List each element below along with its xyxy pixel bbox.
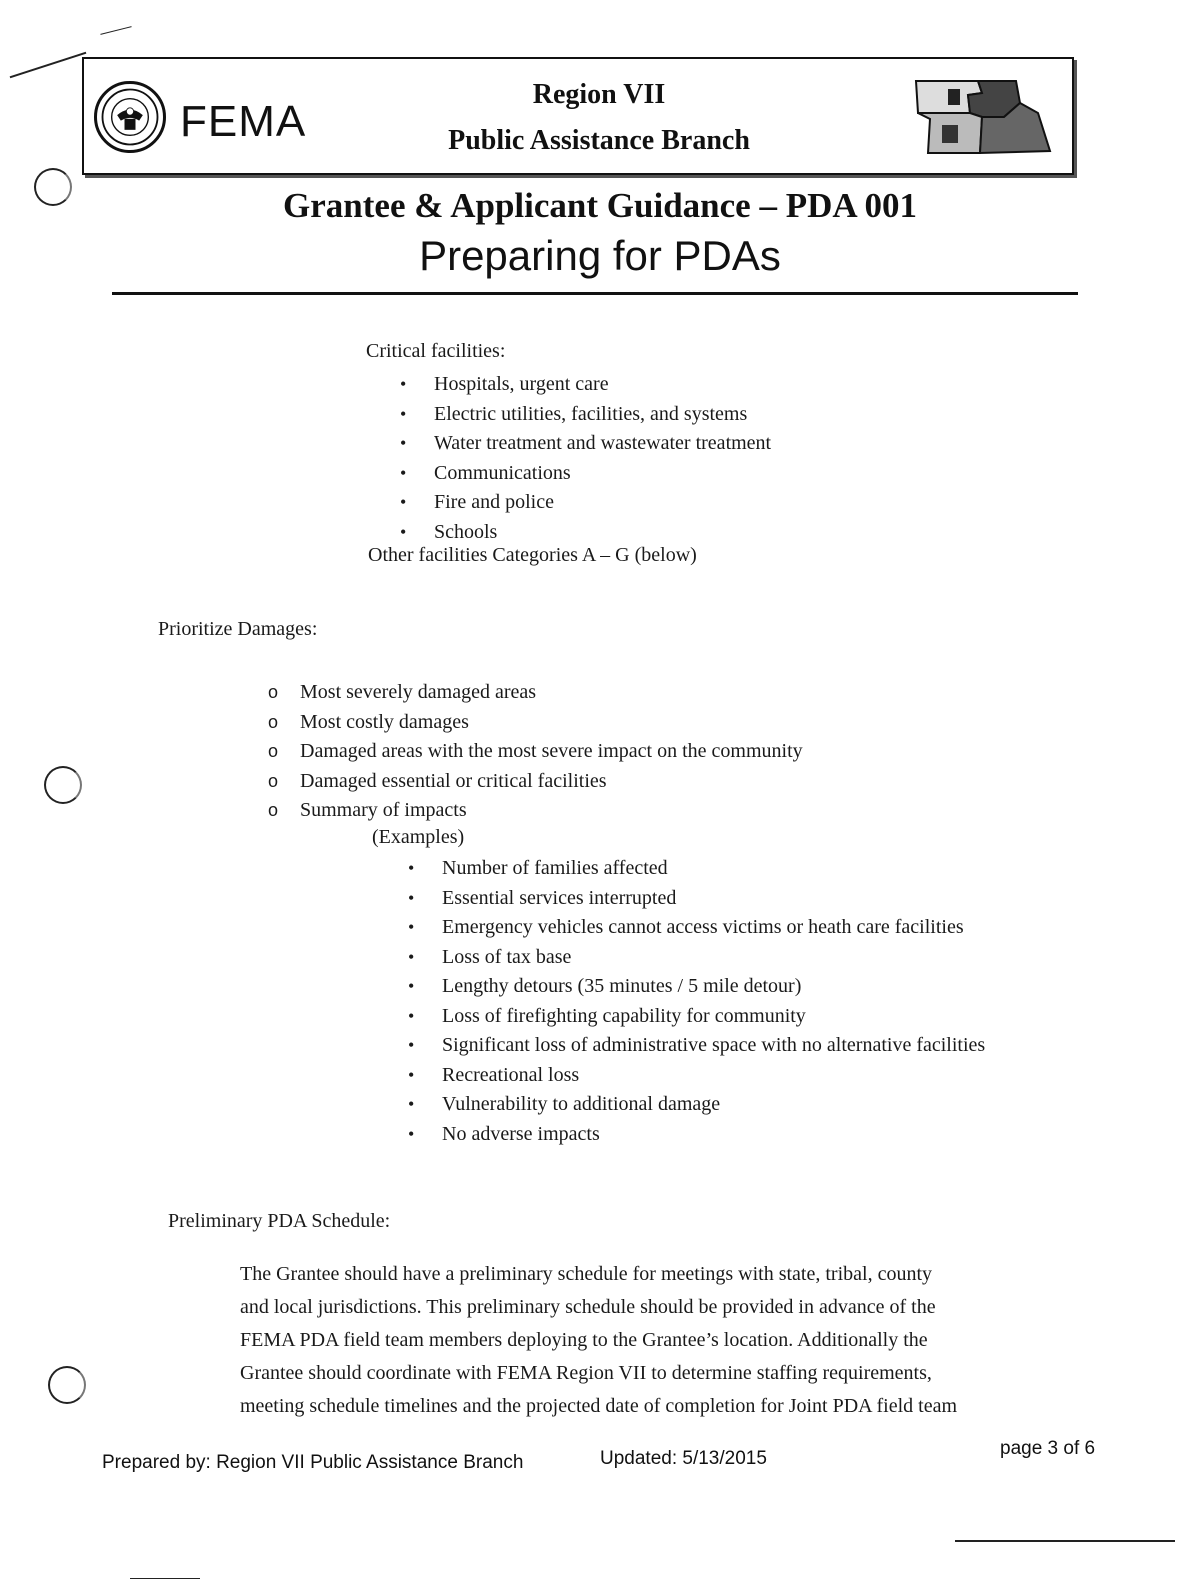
- region-title: Region VII: [532, 79, 666, 110]
- paragraph-line: FEMA PDA field team members deploying to the Grantee’s location. Additionally the: [240, 1329, 928, 1351]
- list-item: • Number of families affected: [404, 854, 985, 884]
- paragraph-line: The Grantee should have a preliminary schedule for meetings with state, tribal, county: [240, 1263, 933, 1285]
- list-item: • Water treatment and wastewater treatment: [396, 429, 771, 459]
- document-subtitle: Preparing for PDAs: [419, 232, 781, 279]
- list-item: • Loss of firefighting capability for community: [404, 1002, 985, 1032]
- critical-facilities-heading: Critical facilities:: [366, 340, 506, 362]
- list-item: • Essential services interrupted: [404, 884, 985, 914]
- list-item: • Recreational loss: [404, 1061, 985, 1091]
- footer-updated: Updated: 5/13/2015: [600, 1448, 767, 1469]
- title-divider: [112, 292, 1078, 295]
- list-item: • Significant loss of administrative space with no alternative facilities: [404, 1031, 985, 1061]
- list-item: • Emergency vehicles cannot access victims or heath care facilities: [404, 913, 985, 943]
- list-item: • Lengthy detours (35 minutes / 5 mile detour): [404, 972, 985, 1002]
- scan-mark-top-left-2: [100, 26, 131, 35]
- footer-page-number: page 3 of 6: [1000, 1438, 1096, 1459]
- header-box: [82, 57, 1074, 175]
- list-item: • Fire and police: [396, 488, 771, 518]
- schedule-paragraph: [240, 1258, 1100, 1423]
- schedule-heading: Preliminary PDA Schedule:: [168, 1210, 391, 1232]
- list-item: • Communications: [396, 459, 771, 489]
- scan-mark-bottom-left: [130, 1578, 200, 1579]
- list-item: o Summary of impacts: [262, 796, 803, 826]
- list-item: o Most severely damaged areas: [262, 678, 803, 708]
- punch-hole-middle: [44, 766, 82, 804]
- punch-hole-top: [34, 168, 72, 206]
- list-item: o Most costly damages: [262, 708, 803, 738]
- list-item: • Loss of tax base: [404, 943, 985, 973]
- paragraph-line: and local jurisdictions. This preliminary schedule should be provided in advance of the: [240, 1296, 936, 1318]
- impact-examples-list: [404, 854, 985, 1149]
- critical-facilities-list: [396, 370, 771, 547]
- agency-name: FEMA: [180, 97, 307, 146]
- list-item: • No adverse impacts: [404, 1120, 985, 1150]
- region-map-icon: [908, 73, 1058, 161]
- prioritize-damages-list: [262, 678, 803, 826]
- list-item: o Damaged essential or critical facilities: [262, 767, 803, 797]
- document-title: Grantee & Applicant Guidance – PDA 001: [283, 186, 917, 225]
- branch-title: Public Assistance Branch: [448, 125, 750, 156]
- examples-label: (Examples): [372, 826, 465, 848]
- other-facilities-note: Other facilities Categories A – G (below): [368, 544, 697, 566]
- prioritize-damages-heading: Prioritize Damages:: [158, 618, 318, 640]
- list-item: • Schools: [396, 518, 771, 548]
- scan-mark-top-left: [10, 52, 87, 79]
- paragraph-line: Grantee should coordinate with FEMA Region VII to determine staffing requirements,: [240, 1362, 932, 1384]
- list-item: • Vulnerability to additional damage: [404, 1090, 985, 1120]
- paragraph-line: meeting schedule timelines and the projected date of completion for Joint PDA field team: [240, 1395, 958, 1417]
- footer-prepared-by: Prepared by: Region VII Public Assistance Branch: [102, 1452, 524, 1473]
- scan-mark-bottom-right: [955, 1540, 1175, 1542]
- list-item: • Hospitals, urgent care: [396, 370, 771, 400]
- punch-hole-bottom: [48, 1366, 86, 1404]
- dhs-seal-icon: [94, 81, 166, 153]
- list-item: o Damaged areas with the most severe impact on the community: [262, 737, 803, 767]
- list-item: • Electric utilities, facilities, and systems: [396, 400, 771, 430]
